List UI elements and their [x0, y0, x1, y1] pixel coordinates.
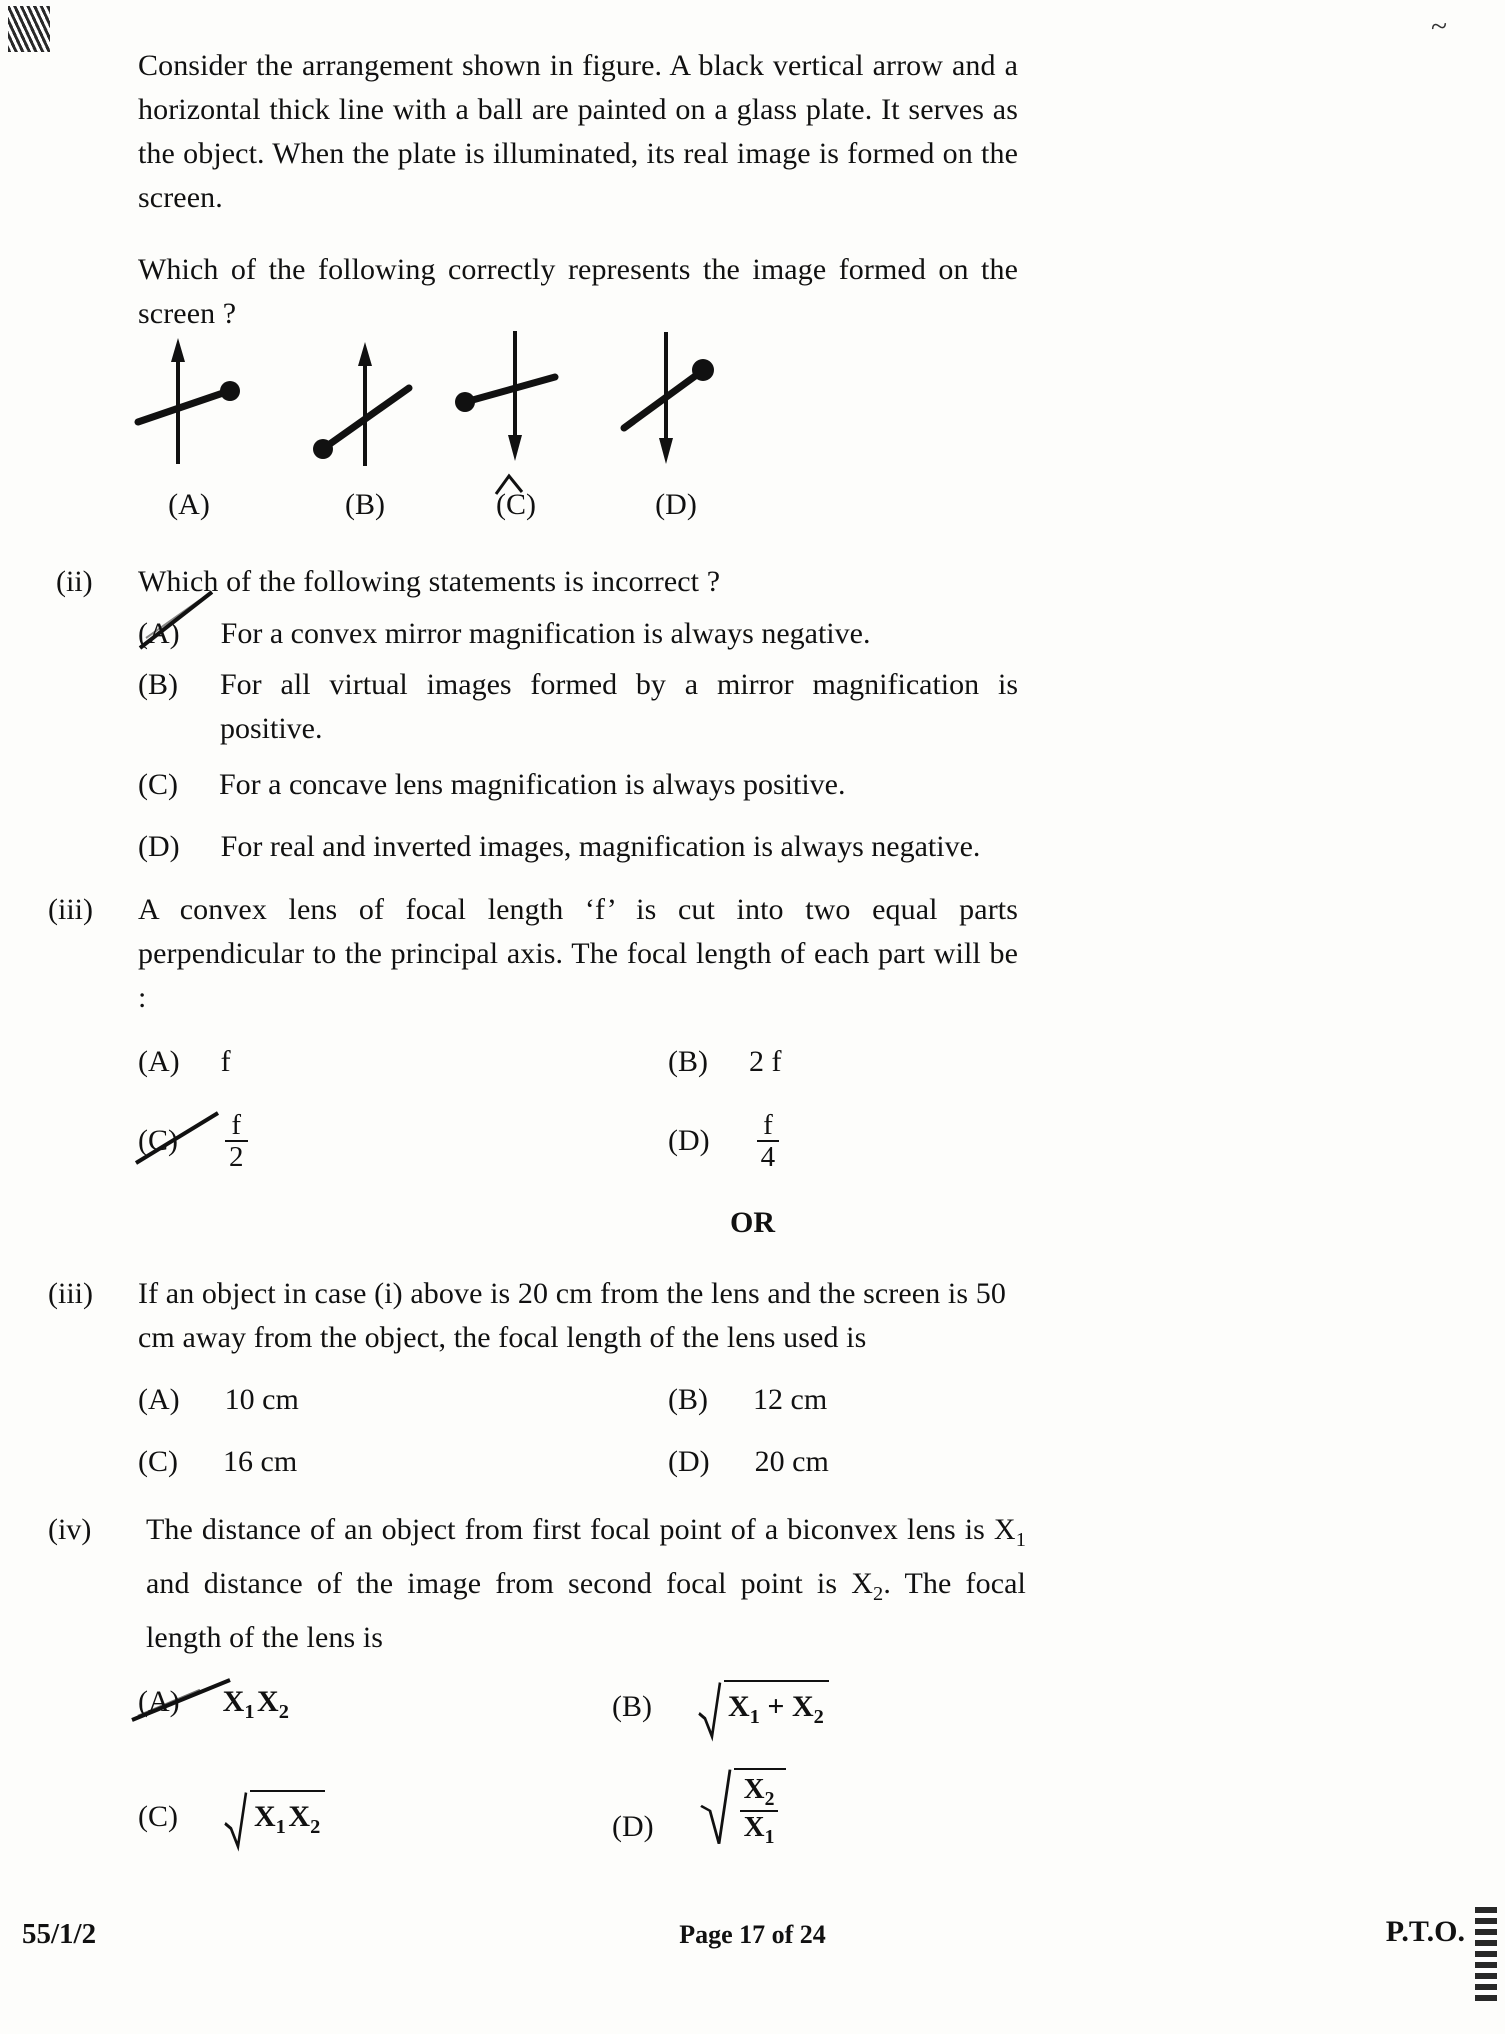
question-ii-stem: Which of the following statements is incorrect ?	[138, 565, 721, 598]
radicand	[734, 1768, 787, 1847]
question-iii-a-option-c[interactable]	[138, 1109, 250, 1175]
question-ii-option-a-tag: (A)	[138, 617, 180, 650]
figure-option-c	[455, 325, 585, 475]
question-iii-a-stem: A convex lens of focal length ‘f’ is cut into two equal parts perpendicular to the principal axis. The focal length of each part will be :	[138, 893, 1018, 1014]
radicand: $X_1$ $X_2$	[250, 1790, 325, 1849]
question-i-stem: Consider the arrangement shown in figure. A black vertical arrow and a horizontal thick line with a ball are painted on a glass plate. It serves as the object. When the plate is illuminated, its real image is formed on the screen.	[138, 49, 1018, 214]
scan-corner-artifact-icon	[8, 6, 50, 52]
question-iii-a-option-d-tag: (D)	[668, 1124, 710, 1158]
question-iv-option-c-radical	[224, 1790, 325, 1849]
question-iv-option-c-tag: (C)	[138, 1800, 178, 1834]
question-iii-a-option-b[interactable]	[668, 1040, 782, 1084]
question-iii-a-option-a[interactable]	[138, 1040, 231, 1084]
question-iv-stem-part2: and distance of the image from second focal point is X	[146, 1567, 874, 1600]
figure-option-a-label: (A)	[168, 488, 210, 521]
question-iii-b-option-b-tag: (B)	[668, 1383, 708, 1416]
question-ii-option-a[interactable]	[138, 612, 1018, 656]
question-iv-option-a-value: $X_1$ $X_2$	[222, 1685, 289, 1723]
question-iii-a-option-c-fraction	[225, 1110, 248, 1173]
figure-option-c-label: (C)	[496, 488, 536, 521]
question-iii-b-option-c[interactable]	[138, 1440, 297, 1484]
question-ii-option-c-text: For a concave lens magnification is always positive.	[219, 768, 846, 801]
question-iii-b-option-b-value: 12 cm	[753, 1383, 828, 1416]
question-ii-option-b[interactable]	[138, 663, 1018, 751]
question-iv-option-a[interactable]	[138, 1680, 289, 1734]
question-ii-option-c-tag: (C)	[138, 768, 178, 801]
or-divider: OR	[730, 1206, 775, 1239]
question-iii-a-option-d[interactable]	[668, 1109, 781, 1175]
question-iii-a-option-b-value: 2 f	[749, 1045, 782, 1078]
question-iii-b-option-a-value: 10 cm	[224, 1383, 299, 1416]
question-iii-a-option-c-tag: (C)	[138, 1124, 178, 1158]
question-ii-marker: (ii)	[56, 565, 93, 598]
question-iii-a-option-d-fraction	[757, 1110, 780, 1173]
fraction-denominator: 4	[757, 1140, 780, 1172]
scan-tilde-mark-icon: ~	[1429, 9, 1449, 44]
figure-option-b-label: (B)	[345, 488, 385, 521]
question-ii-option-b-tag: (B)	[138, 668, 178, 701]
radicand: $X_1 + X_2$	[724, 1680, 829, 1739]
question-iv-option-b-tag: (B)	[612, 1690, 652, 1724]
radical-sign-icon	[698, 1680, 722, 1739]
question-iii-a-option-b-tag: (B)	[668, 1045, 708, 1078]
question-iii-b-option-a[interactable]	[138, 1378, 299, 1422]
question-iii-b-option-d[interactable]	[668, 1440, 829, 1484]
question-iv-stem-sub1: 1	[1015, 1529, 1026, 1551]
question-iv-option-b-radical	[698, 1680, 829, 1739]
question-ii-option-b-text: For all virtual images formed by a mirror magnification is positive.	[220, 668, 1018, 745]
radical-sign-icon	[700, 1768, 732, 1847]
question-iv-option-b[interactable]	[612, 1680, 829, 1739]
question-ii-option-d-tag: (D)	[138, 830, 180, 863]
question-ii-option-d[interactable]	[138, 825, 1018, 869]
fraction-numerator: $X_2$	[743, 1773, 775, 1810]
fraction-numerator: f	[763, 1109, 773, 1141]
question-ii-option-d-text: For real and inverted images, magnification is always negative.	[220, 830, 981, 863]
question-iii-b-option-a-tag: (A)	[138, 1383, 180, 1416]
fraction-denominator: 2	[225, 1140, 248, 1172]
question-iv-option-d-fraction	[740, 1774, 779, 1847]
question-iii-b-marker: (iii)	[48, 1277, 93, 1310]
question-iv-marker: (iv)	[48, 1513, 92, 1546]
question-iii-a-option-a-tag: (A)	[138, 1045, 180, 1078]
question-ii-option-a-text: For a convex mirror magnification is always negative.	[220, 617, 871, 650]
fraction-denominator: $X_1$	[740, 1810, 779, 1848]
question-iii-b-option-c-value: 16 cm	[223, 1445, 298, 1478]
question-iii-b-option-c-tag: (C)	[138, 1445, 178, 1478]
question-ii-option-c[interactable]	[138, 763, 1018, 807]
question-iii-a-marker: (iii)	[48, 893, 93, 926]
footer-paper-code: 55/1/2	[22, 1918, 97, 1950]
question-iii-b-option-d-value: 20 cm	[754, 1445, 829, 1478]
figure-option-a	[130, 330, 260, 470]
fraction-numerator: f	[231, 1109, 242, 1141]
question-iii-b-stem: If an object in case (i) above is 20 cm from the lens and the screen is 50 cm away from the object, the focal length of the lens used is	[138, 1277, 1006, 1354]
question-iv-stem-sub2: 2	[873, 1583, 884, 1605]
question-iv-option-d[interactable]	[612, 1768, 786, 1847]
footer-pto-label: P.T.O.	[1385, 1915, 1465, 1948]
question-i-prompt: Which of the following correctly represents the image formed on the screen ?	[138, 253, 1018, 330]
radical-sign-icon	[224, 1790, 248, 1849]
question-iv-option-c[interactable]	[138, 1790, 325, 1849]
question-iv-option-d-radical	[700, 1768, 787, 1847]
question-iv-option-d-tag: (D)	[612, 1810, 654, 1844]
figure-option-b	[305, 330, 435, 470]
question-iv-option-a-tag: (A)	[138, 1685, 180, 1718]
footer-page-number: Page 17 of 24	[679, 1920, 826, 1949]
question-iii-b-option-b[interactable]	[668, 1378, 827, 1422]
figure-option-d	[618, 322, 748, 477]
question-iv-stem-part1: The distance of an object from first focal point of a biconvex lens is X	[146, 1513, 1016, 1546]
question-iii-b-option-d-tag: (D)	[668, 1445, 710, 1478]
question-iv-stem-part3: . The focal length of the lens is	[146, 1567, 1026, 1654]
question-iii-a-option-a-value: f	[220, 1045, 231, 1078]
question-iv-stem	[146, 1508, 1026, 1660]
figure-option-d-label: (D)	[655, 488, 697, 521]
